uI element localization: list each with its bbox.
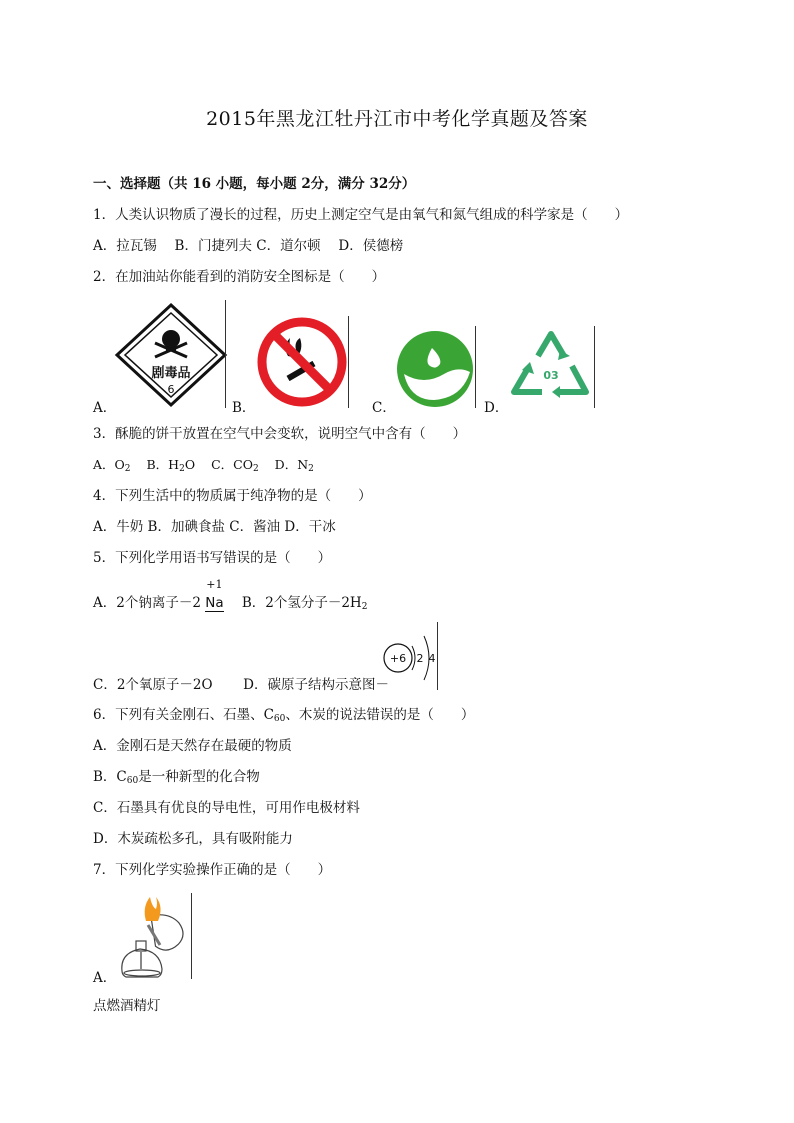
toxic-sign-text: 剧毒品 xyxy=(151,366,191,381)
question-5-options-ab: A．2个钠离子－2 +1 Na B．2个氢分子$-2H_2$ xyxy=(93,578,368,612)
question-4-stem: 4．下列生活中的物质属于纯净物的是（ ） xyxy=(93,488,372,504)
atom-shell-2: 4 xyxy=(428,652,436,665)
flame-icon xyxy=(145,897,161,921)
question-6-option-a: A．金刚石是天然存在最硬的物质 xyxy=(93,738,292,754)
question-4-options: A．牛奶 B．加碘食盐 C．酱油 D．干冰 xyxy=(93,519,336,535)
atom-shell-1: 2 xyxy=(416,652,424,665)
option-d: D．N xyxy=(274,457,309,472)
option-label-a: A． xyxy=(93,970,117,986)
question-1-options: A．拉瓦锡 B．门捷列夫 C．道尔顿 D．侯德榜 xyxy=(93,238,404,254)
question-3-stem: 3．酥脆的饼干放置在空气中会变软，说明空气中含有（ ） xyxy=(93,426,467,442)
option-label-a: A． xyxy=(93,400,117,416)
question-6-stem: 6．下列有关金刚石、石墨、$C_{60}$、木炭的说法错误的是（ ） xyxy=(93,707,475,724)
question-2-stem: 2．在加油站你能看到的消防安全图标是（ ） xyxy=(93,269,386,285)
recycle-code: 03 xyxy=(543,369,559,382)
sodium-symbol: +1 Na xyxy=(205,578,224,611)
option-label-c: C． xyxy=(372,400,396,416)
carbon-atom-diagram xyxy=(380,622,440,692)
image-divider xyxy=(191,893,192,979)
option-a: A．2个钠离子－2 xyxy=(93,595,201,611)
alcohol-lamp-image xyxy=(112,893,192,981)
image-divider xyxy=(348,316,349,408)
atom-nucleus: +6 xyxy=(389,652,407,665)
sodium-valence: +1 xyxy=(206,578,223,591)
image-divider xyxy=(225,300,226,408)
question-6-option-b: B．$C_{60}$是一种新型的化合物 xyxy=(93,769,260,786)
option-label-d: D． xyxy=(484,400,509,416)
question-6-option-c: C．石墨具有优良的导电性，可用作电极材料 xyxy=(93,800,360,816)
toxic-sign-number: 6 xyxy=(167,383,175,396)
question-3-options: A．$O_2$ B．$H_2O$ C．$CO_2$ D．$N_2$ xyxy=(93,457,314,474)
option-b: B．H xyxy=(146,457,180,472)
page-title: 2015年黑龙江牡丹江市中考化学真题及答案 xyxy=(206,108,588,130)
no-smoking-sign-image xyxy=(256,316,348,408)
image-divider xyxy=(475,326,476,408)
question-7-caption-a: 点燃酒精灯 xyxy=(93,998,161,1014)
image-divider xyxy=(437,622,438,690)
image-divider xyxy=(594,326,595,408)
question-7-stem: 7．下列化学实验操作正确的是（ ） xyxy=(93,862,332,878)
water-saving-sign-image xyxy=(396,330,474,408)
question-5-options-cd xyxy=(93,676,389,694)
option-label-b: B． xyxy=(232,400,256,416)
question-5-stem: 5．下列化学用语书写错误的是（ ） xyxy=(93,550,332,566)
option-d: D．碳原子结构示意图－ xyxy=(243,677,389,693)
question-6-option-d: D．木炭疏松多孔，具有吸附能力 xyxy=(93,831,293,847)
recycle-icon xyxy=(514,334,586,392)
recycle-sign-image xyxy=(508,326,594,406)
toxic-sign-image xyxy=(115,303,227,407)
option-c: C．CO xyxy=(211,457,253,472)
section-heading: 一、选择题（共 16 小题，每小题 2分，满分 32分） xyxy=(93,176,416,192)
option-a: A．O xyxy=(93,457,125,472)
option-c: C．2个氧原子－2O xyxy=(93,677,213,693)
question-1-stem: 1．人类认识物质了漫长的过程，历史上测定空气是由氧气和氮气组成的科学家是（ ） xyxy=(93,207,629,223)
option-b: B．2个氢分子－2H xyxy=(241,595,362,611)
